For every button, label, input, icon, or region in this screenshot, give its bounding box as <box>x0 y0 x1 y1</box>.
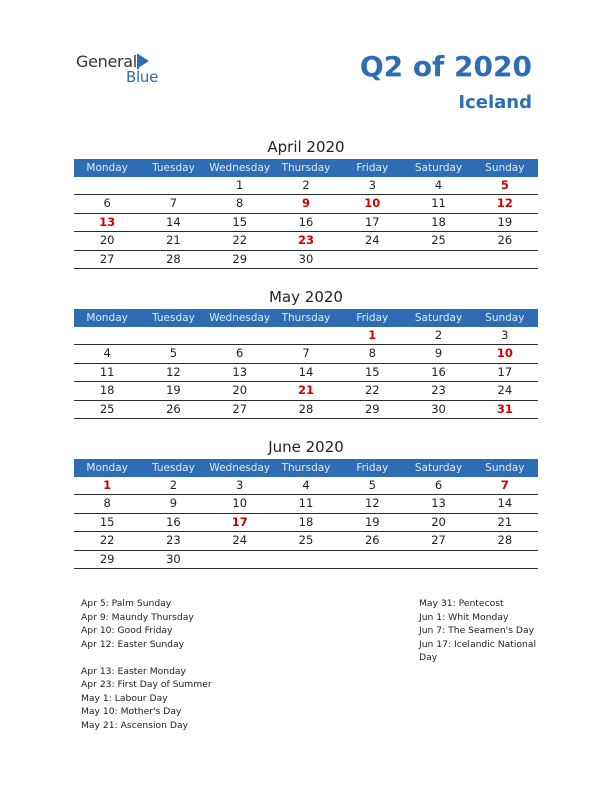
day-cell: 23 <box>431 383 446 398</box>
weekday-label: Thursday <box>281 162 331 174</box>
weekday-label: Wednesday <box>209 312 271 324</box>
day-cell: 12 <box>166 364 181 379</box>
holiday-list-item: Jun 17: Icelandic National <box>419 638 537 650</box>
day-cell: 15 <box>232 214 248 229</box>
week-row <box>74 382 538 400</box>
day-cell <box>273 551 339 568</box>
weekday-label: Tuesday <box>152 162 195 174</box>
day-cell: 19 <box>166 383 181 398</box>
day-cell: 7 <box>302 346 310 361</box>
holiday-list-item: May 21: Ascension Day <box>81 719 189 731</box>
month-title: April 2020 <box>267 138 345 156</box>
logo-text-general: General <box>76 52 137 71</box>
holiday-day-cell: 9 <box>301 196 310 211</box>
day-cell <box>207 551 273 568</box>
week-row <box>74 195 538 213</box>
day-cell: 4 <box>434 178 443 192</box>
day-cell: 26 <box>497 233 513 248</box>
day-cell: 29 <box>364 401 380 416</box>
day-cell <box>472 251 538 268</box>
day-cell: 15 <box>99 514 115 529</box>
page-title: Q2 of 2020 <box>359 50 532 83</box>
week-row <box>74 514 538 532</box>
day-cell <box>472 551 538 568</box>
weekday-label: Thursday <box>281 312 331 324</box>
day-cell: 27 <box>431 533 446 548</box>
weekday-label: Thursday <box>281 462 331 474</box>
weekday-label: Wednesday <box>209 162 271 174</box>
day-cell: 2 <box>302 178 310 192</box>
day-cell: 13 <box>232 364 248 379</box>
day-cell: 27 <box>99 251 115 266</box>
holiday-list-column-1 <box>81 597 212 732</box>
weekday-header-row <box>74 159 538 177</box>
day-cell: 25 <box>298 533 314 548</box>
day-cell: 20 <box>232 383 248 398</box>
holiday-day-cell: 10 <box>496 346 513 361</box>
weekday-label: Monday <box>86 162 128 174</box>
day-cell: 24 <box>497 383 513 398</box>
week-row <box>74 495 538 513</box>
holiday-list-item: Jun 1: Whit Monday <box>419 611 509 623</box>
day-cell: 19 <box>364 514 380 529</box>
day-cell: 16 <box>431 364 446 379</box>
day-cell: 7 <box>169 196 178 211</box>
day-cell <box>339 551 405 568</box>
week-row <box>74 345 538 363</box>
holiday-day-cell: 1 <box>368 328 377 342</box>
day-cell: 5 <box>368 478 376 492</box>
day-cell: 24 <box>364 233 380 248</box>
day-cell: 21 <box>166 233 181 248</box>
day-cell: 28 <box>298 401 314 416</box>
weekday-label: Friday <box>356 312 389 324</box>
day-cell: 1 <box>236 178 244 192</box>
day-cell: 12 <box>364 496 380 511</box>
day-cell: 8 <box>103 496 111 511</box>
holiday-list-item: Apr 5: Palm Sunday <box>81 598 172 609</box>
week-row <box>74 551 538 569</box>
holiday-list-item: Apr 9: Maundy Thursday <box>81 611 194 623</box>
month-calendar-june <box>74 437 538 569</box>
holiday-list-item: May 31: Pentecost <box>419 598 504 609</box>
day-cell: 14 <box>497 496 513 511</box>
holiday-day-cell: 7 <box>500 478 509 492</box>
day-cell <box>140 327 206 344</box>
day-cell: 17 <box>497 364 513 379</box>
day-cell: 9 <box>169 496 178 511</box>
weekday-label: Tuesday <box>152 312 195 324</box>
day-cell: 23 <box>166 533 181 548</box>
weekday-label: Sunday <box>485 462 525 474</box>
holiday-day-cell: 10 <box>364 196 381 211</box>
holiday-list-item: May 10: Mother's Day <box>81 706 182 717</box>
holiday-list-item: Day <box>419 652 438 663</box>
day-cell: 25 <box>431 233 446 248</box>
day-cell: 18 <box>298 514 314 529</box>
day-cell <box>405 551 471 568</box>
holiday-day-cell: 21 <box>297 383 314 398</box>
day-cell: 4 <box>103 346 111 361</box>
month-title: May 2020 <box>269 288 343 306</box>
holiday-day-cell: 31 <box>496 401 513 416</box>
holiday-day-cell: 23 <box>297 233 314 248</box>
weekday-label: Saturday <box>414 162 463 174</box>
day-cell: 3 <box>236 478 244 492</box>
holiday-day-cell: 13 <box>99 214 116 229</box>
day-cell: 26 <box>166 401 181 416</box>
day-cell: 5 <box>169 346 178 361</box>
holiday-day-cell: 12 <box>496 196 513 211</box>
weekday-header-row <box>74 309 538 327</box>
day-cell: 13 <box>431 496 446 511</box>
weekday-label: Tuesday <box>152 462 195 474</box>
day-cell: 3 <box>368 178 376 192</box>
logo-text-blue: Blue <box>126 68 158 86</box>
day-cell <box>74 177 140 194</box>
holiday-list-item: May 1: Labour Day <box>81 692 168 704</box>
holiday-list-column-2 <box>419 597 536 665</box>
day-cell: 11 <box>298 496 314 511</box>
day-cell: 30 <box>166 551 181 566</box>
day-cell: 30 <box>431 401 446 416</box>
day-cell: 24 <box>232 533 248 548</box>
day-cell: 16 <box>166 514 181 529</box>
day-cell: 14 <box>166 214 181 229</box>
weekday-label: Sunday <box>485 312 525 324</box>
country-subtitle: Iceland <box>458 92 532 113</box>
day-cell: 9 <box>434 346 443 361</box>
holiday-list-item: Jun 7: The Seamen's Day <box>419 625 535 636</box>
week-row <box>74 364 538 382</box>
day-cell: 11 <box>431 196 446 211</box>
month-calendar-may <box>74 287 538 419</box>
day-cell: 25 <box>99 401 115 416</box>
month-calendar-april <box>74 137 538 269</box>
day-cell: 19 <box>497 214 513 229</box>
brand-logo <box>76 52 176 88</box>
weekday-label: Friday <box>356 162 389 174</box>
month-title: June 2020 <box>268 438 344 456</box>
day-cell: 20 <box>431 514 446 529</box>
day-cell: 26 <box>364 533 380 548</box>
day-cell: 3 <box>501 328 509 342</box>
day-cell: 27 <box>232 401 248 416</box>
weekday-label: Saturday <box>414 312 463 324</box>
day-cell: 22 <box>99 533 115 548</box>
day-cell: 16 <box>298 214 314 229</box>
day-cell: 22 <box>364 383 380 398</box>
weekday-label: Monday <box>86 462 128 474</box>
week-row <box>74 327 538 345</box>
week-row <box>74 401 538 419</box>
day-cell: 21 <box>497 514 513 529</box>
day-cell: 22 <box>232 233 248 248</box>
day-cell <box>74 327 140 344</box>
day-cell: 8 <box>236 196 244 211</box>
weekday-label: Saturday <box>414 462 463 474</box>
day-cell <box>273 327 339 344</box>
day-cell: 14 <box>298 364 314 379</box>
day-cell: 11 <box>99 364 115 379</box>
holiday-day-cell: 1 <box>103 478 112 492</box>
weekday-label: Sunday <box>485 162 525 174</box>
day-cell <box>405 251 471 268</box>
week-row <box>74 232 538 250</box>
week-row <box>74 214 538 232</box>
day-cell: 17 <box>364 214 380 229</box>
day-cell: 29 <box>99 551 115 566</box>
day-cell: 6 <box>236 346 244 361</box>
holiday-list-item: Apr 12: Easter Sunday <box>81 638 185 650</box>
day-cell: 20 <box>99 233 115 248</box>
week-row <box>74 177 538 195</box>
holiday-list-item: Apr 13: Easter Monday <box>81 665 186 677</box>
holiday-day-cell: 5 <box>500 178 509 192</box>
weekday-header-row <box>74 459 538 477</box>
logo-flag-icon <box>138 54 149 68</box>
day-cell: 28 <box>166 251 181 266</box>
day-cell <box>140 177 206 194</box>
day-cell: 29 <box>232 251 248 266</box>
day-cell: 4 <box>302 478 310 492</box>
day-cell: 2 <box>169 478 178 492</box>
weekday-label: Wednesday <box>209 462 271 474</box>
day-cell: 6 <box>434 478 443 492</box>
holiday-list-item: Apr 23: First Day of Summer <box>81 679 212 690</box>
weekday-label: Monday <box>86 312 128 324</box>
day-cell: 2 <box>434 328 443 342</box>
week-row <box>74 477 538 495</box>
holiday-list-item: Apr 10: Good Friday <box>81 625 173 636</box>
day-cell: 15 <box>364 364 380 379</box>
week-row <box>74 251 538 269</box>
day-cell: 30 <box>298 251 314 266</box>
day-cell: 28 <box>497 533 513 548</box>
day-cell: 10 <box>232 496 248 511</box>
day-cell <box>207 327 273 344</box>
day-cell: 8 <box>368 346 376 361</box>
day-cell: 18 <box>99 383 115 398</box>
day-cell: 18 <box>431 214 446 229</box>
holiday-day-cell: 17 <box>231 514 248 529</box>
day-cell <box>339 251 405 268</box>
weekday-label: Friday <box>356 462 389 474</box>
week-row <box>74 532 538 550</box>
day-cell: 6 <box>103 196 111 211</box>
